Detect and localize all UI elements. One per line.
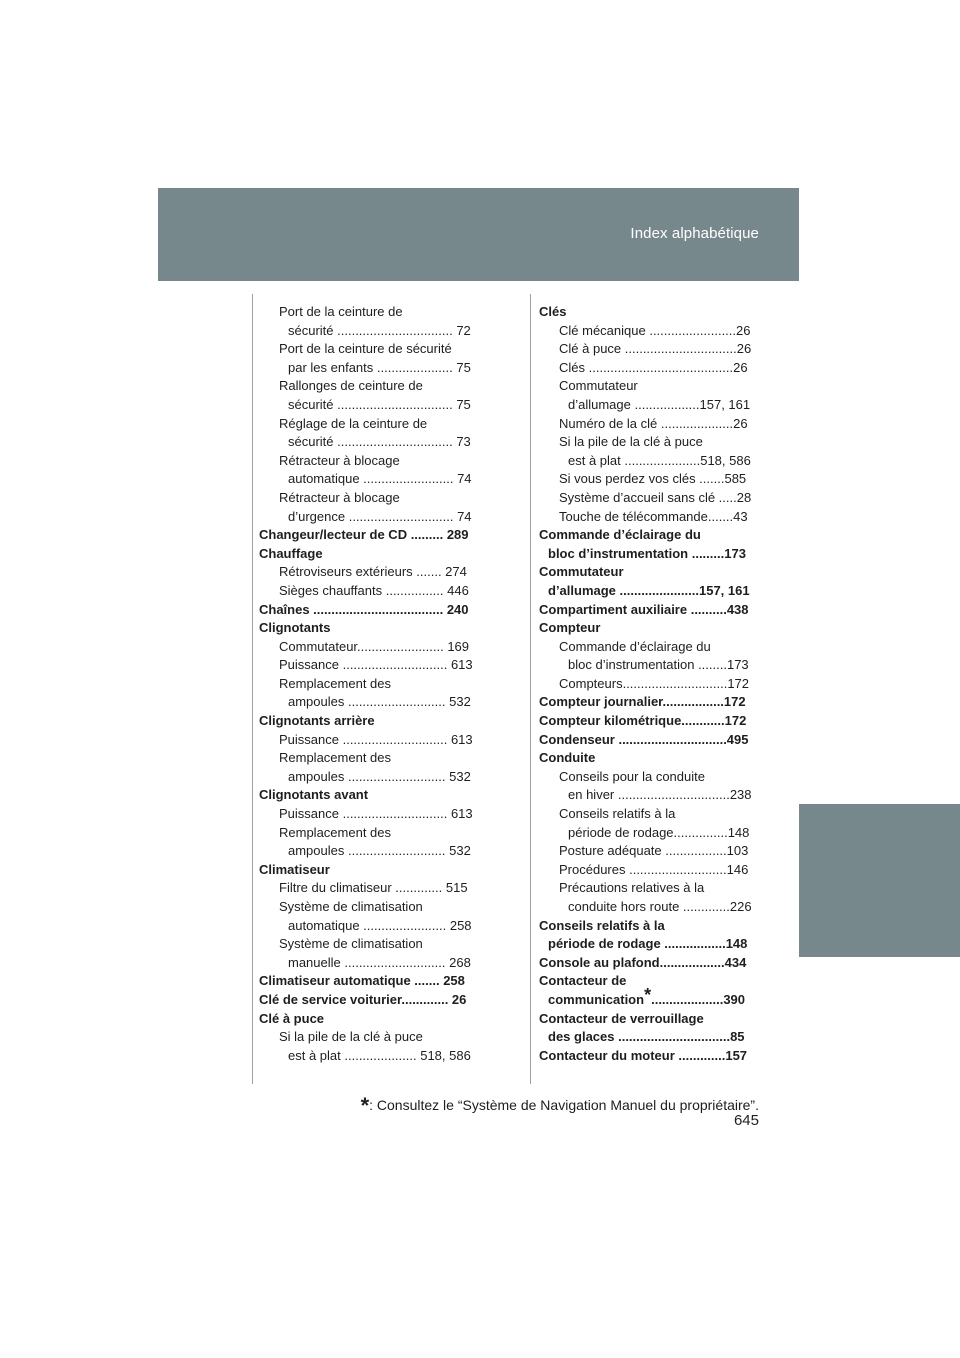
index-subentry <box>259 452 479 489</box>
entry-line-continued: d’urgence ............................. 74 <box>288 508 472 524</box>
entry-line: Clignotants avant <box>259 787 369 803</box>
index-subentry <box>259 749 479 786</box>
entry-line: Commutateur <box>559 378 638 394</box>
index-entry <box>539 712 759 731</box>
entry-line: Climatiseur <box>259 861 330 877</box>
entry-line: Compteur <box>539 620 601 636</box>
index-subentry <box>259 898 479 935</box>
entry-line-continued: sécurité ................................ 73 <box>288 434 471 450</box>
entry-line: Sièges chauffants ................ 446 <box>279 582 469 598</box>
entry-line: Changeur/lecteur de CD ......... 289 <box>259 527 469 543</box>
entry-line: Commande d’éclairage du <box>539 527 701 543</box>
index-entry <box>539 563 759 600</box>
entry-line: Si vous perdez vos clés .......585 <box>559 471 747 487</box>
entry-line-continued: d’allumage ..................157, 161 <box>568 396 751 412</box>
entry-line: Compartiment auxiliaire ..........438 <box>539 601 749 617</box>
index-subentry <box>259 805 479 824</box>
index-column-right <box>539 303 759 1065</box>
index-entry <box>539 1047 759 1066</box>
entry-line: Posture adéquate .................103 <box>559 843 749 859</box>
entry-line: Clés <box>539 304 567 319</box>
entry-line-continued: par les enfants ..................... 75 <box>288 359 471 375</box>
index-subentry <box>259 824 479 861</box>
entry-line-continued: communication*....................390 <box>548 984 746 1007</box>
index-entry <box>259 712 479 731</box>
entry-line-continued: bloc d’instrumentation .........173 <box>548 545 746 561</box>
index-entry <box>539 693 759 712</box>
entry-line: Compteurs.............................172 <box>559 675 750 691</box>
left-column-divider <box>252 294 253 1084</box>
entry-line-continued: sécurité ................................ 75 <box>288 396 471 412</box>
entry-line: Clés ........................................26 <box>559 359 748 375</box>
index-subentry <box>539 638 759 675</box>
entry-line: Clé mécanique ........................26 <box>559 322 751 338</box>
footnote-text: : Consultez le “Système de Navigation Manuel du propriétaire”. <box>369 1097 759 1113</box>
index-entry <box>539 619 759 638</box>
footnote-reference-marker: * <box>644 984 652 1005</box>
index-subentry <box>259 656 479 675</box>
entry-line-continued: ampoules ........................... 532 <box>288 768 471 784</box>
index-entry <box>539 972 759 1009</box>
entry-line: Port de la ceinture de sécurité <box>279 341 452 357</box>
index-subentry <box>539 805 759 842</box>
entry-line: Conseils relatifs à la <box>559 806 676 822</box>
index-entry <box>259 619 479 638</box>
index-entry <box>539 601 759 620</box>
entry-line: Rallonges de ceinture de <box>279 378 423 394</box>
entry-line-continued: en hiver ...............................238 <box>568 787 752 803</box>
index-subentry <box>539 340 759 359</box>
index-subentry <box>259 731 479 750</box>
entry-line: Clé à puce <box>259 1010 325 1026</box>
index-subentry <box>259 879 479 898</box>
index-entry <box>259 786 479 805</box>
index-subentry <box>539 508 759 527</box>
entry-line: Contacteur du moteur .............157 <box>539 1047 748 1063</box>
entry-line: Chauffage <box>259 545 323 561</box>
footnote-marker: * <box>360 1093 370 1118</box>
header-band <box>158 188 799 281</box>
entry-line-continued: bloc d’instrumentation ........173 <box>568 657 749 673</box>
index-subentry <box>539 377 759 414</box>
entry-line: Remplacement des <box>279 750 391 766</box>
index-subentry <box>259 340 479 377</box>
entry-line-continued: période de rodage .................148 <box>548 936 748 952</box>
entry-line: Filtre du climatiseur ............. 515 <box>279 880 468 896</box>
entry-line: Clé à puce ...............................26 <box>559 341 752 357</box>
index-subentry <box>539 842 759 861</box>
entry-line: Clignotants <box>259 620 331 636</box>
entry-line: Climatiseur automatique ....... 258 <box>259 973 465 989</box>
entry-line: Puissance ............................. 613 <box>279 731 473 747</box>
entry-line: Commande d’éclairage du <box>559 638 711 654</box>
index-entry <box>539 731 759 750</box>
entry-line-continued: des glaces ...............................85 <box>548 1029 745 1045</box>
footnote <box>361 1090 759 1116</box>
index-subentry <box>259 415 479 452</box>
entry-line: Rétracteur à blocage <box>279 489 400 505</box>
entry-line-continued: d’allumage ......................157, 161 <box>548 582 750 598</box>
entry-line: Port de la ceinture de <box>279 304 403 319</box>
index-entry <box>259 601 479 620</box>
entry-line-continued: conduite hors route .............226 <box>568 899 752 914</box>
entry-line-continued: automatique ......................... 74 <box>288 471 472 487</box>
index-subentry <box>539 675 759 694</box>
index-entry <box>259 991 479 1010</box>
index-subentry <box>539 470 759 489</box>
index-subentry <box>539 322 759 341</box>
index-entry <box>539 1010 759 1047</box>
entry-line: Remplacement des <box>279 675 391 691</box>
entry-line-continued: période de rodage...............148 <box>568 824 750 840</box>
index-column-left <box>259 303 479 1065</box>
index-entry <box>539 749 759 768</box>
entry-line: Commutateur........................ 169 <box>279 638 470 654</box>
entry-line: Touche de télécommande.......43 <box>559 508 748 524</box>
index-entry <box>539 954 759 973</box>
index-subentry <box>259 489 479 526</box>
entry-line: Puissance ............................. 613 <box>279 657 473 673</box>
entry-line: Précautions relatives à la <box>559 880 705 896</box>
index-subentry <box>259 377 479 414</box>
entry-line: Rétroviseurs extérieurs ....... 274 <box>279 564 467 580</box>
index-subentry <box>259 1028 479 1065</box>
index-subentry <box>539 489 759 508</box>
index-entry <box>539 917 759 954</box>
entry-line: Commutateur <box>539 564 624 580</box>
index-subentry <box>539 359 759 378</box>
index-entry <box>539 303 759 322</box>
entry-line: Compteur kilométrique............172 <box>539 713 747 729</box>
entry-line: Réglage de la ceinture de <box>279 415 428 431</box>
index-entry <box>259 972 479 991</box>
entry-line-continued: ampoules ........................... 532 <box>288 694 471 710</box>
index-subentry <box>259 563 479 582</box>
entry-line-continued: automatique ....................... 258 <box>288 917 472 933</box>
entry-line: Conseils pour la conduite <box>559 768 705 784</box>
entry-line-continued: sécurité ................................ 72 <box>288 322 471 338</box>
entry-line-continued: ampoules ........................... 532 <box>288 843 471 859</box>
entry-line: Si la pile de la clé à puce <box>559 434 703 450</box>
entry-line: Procédures ...........................146 <box>559 861 749 877</box>
entry-line: Clignotants arrière <box>259 713 375 729</box>
index-subentry <box>539 768 759 805</box>
entry-line: Si la pile de la clé à puce <box>279 1029 423 1045</box>
entry-line: Contacteur de <box>539 973 627 989</box>
section-title: Index alphabétique <box>630 225 759 242</box>
entry-line: Clé de service voiturier............. 26 <box>259 991 467 1007</box>
entry-line-continued: est à plat .....................518, 586 <box>568 452 751 468</box>
center-column-divider <box>530 294 531 1084</box>
entry-line: Conseils relatifs à la <box>539 917 665 933</box>
entry-line: Puissance ............................. 613 <box>279 806 473 822</box>
entry-line: Remplacement des <box>279 824 391 840</box>
entry-line: Console au plafond..................434 <box>539 954 747 970</box>
entry-line-continued: manuelle ............................ 268 <box>288 954 471 970</box>
entry-line: Système d’accueil sans clé .....28 <box>559 489 752 505</box>
entry-line: Compteur journalier.................172 <box>539 694 746 710</box>
index-subentry <box>259 582 479 601</box>
page-number: 645 <box>733 1112 759 1129</box>
index-entry <box>259 545 479 564</box>
index-subentry <box>259 935 479 972</box>
entry-line: Contacteur de verrouillage <box>539 1010 704 1026</box>
entry-line: Système de climatisation <box>279 936 423 952</box>
index-subentry <box>259 303 479 340</box>
entry-line: Chaînes .................................... 240 <box>259 601 469 617</box>
entry-line: Numéro de la clé ....................26 <box>559 415 748 431</box>
entry-line: Condenseur ..............................495 <box>539 731 749 747</box>
entry-line-continued: est à plat .................... 518, 586 <box>288 1047 471 1063</box>
index-entry <box>259 1010 479 1029</box>
index-entry <box>259 861 479 880</box>
index-subentry <box>539 415 759 434</box>
entry-line: Rétracteur à blocage <box>279 452 400 468</box>
section-thumb-tab <box>799 804 960 957</box>
index-subentry <box>259 638 479 657</box>
entry-line: Système de climatisation <box>279 899 423 914</box>
index-subentry <box>539 861 759 880</box>
index-subentry <box>539 879 759 916</box>
index-subentry <box>539 433 759 470</box>
entry-line: Conduite <box>539 750 596 766</box>
index-entry <box>539 526 759 563</box>
index-subentry <box>259 675 479 712</box>
index-entry <box>259 526 479 545</box>
